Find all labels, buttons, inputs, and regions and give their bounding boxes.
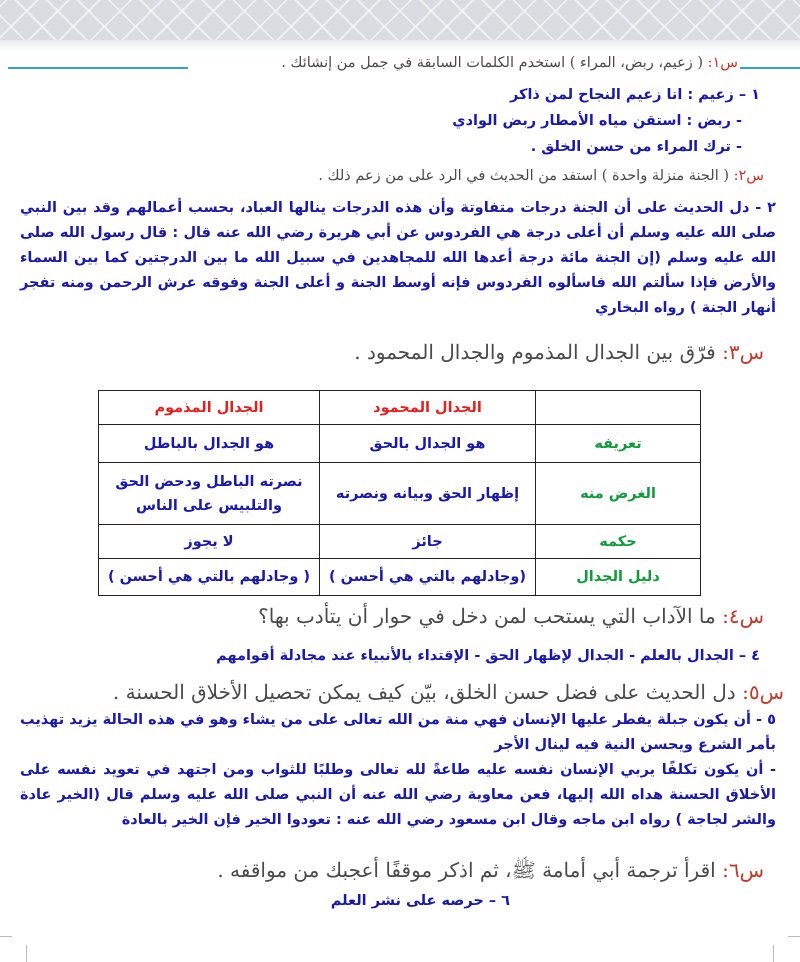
- table-row: [99, 425, 701, 463]
- question-text: دل الحديث على فضل حسن الخلق، بيّن كيف يمكن تحصيل الأخلاق الحسنة .: [112, 680, 736, 704]
- question-text: ( الجنة منزلة واحدة ) استفد من الحديث في الرد على من زعم ذلك .: [318, 168, 729, 184]
- question-number: س٤:: [722, 604, 764, 628]
- table-cell: لا يجوز: [99, 525, 320, 559]
- answer-1: [30, 82, 760, 160]
- row-label: حكمه: [536, 525, 701, 559]
- table-header-cell: [536, 391, 701, 425]
- table-cell: ( وجادلهم بالتي هي أحسن ): [99, 559, 320, 596]
- question-number: س٥:: [742, 680, 784, 704]
- table-header-row: [99, 391, 701, 425]
- question-divider-line: [740, 67, 800, 69]
- answer-line: ١ – زعيم : انا زعيم النجاح لمن ذاكر: [510, 87, 760, 103]
- crop-mark: [26, 945, 27, 962]
- question-2: [0, 168, 764, 184]
- answer-line: - ترك المراء من حسن الخلق .: [530, 139, 742, 155]
- table-header-cell: الجدال المحمود: [320, 391, 536, 425]
- table-row: [99, 559, 701, 596]
- question-6: [0, 858, 764, 887]
- question-number: س١:: [707, 55, 738, 71]
- row-label: تعريفه: [536, 425, 701, 463]
- answer-4: ٤ – الجدال بالعلم - الجدال لإظهار الحق - الإقتداء بالأنبياء عند مجادلة أقوامهم: [216, 648, 760, 664]
- table-cell: نصرته الباطل ودحض الحق والتلبيس على الناس: [99, 463, 320, 525]
- answer-paragraph: ٥ - أن يكون جبلة يفطر عليها الإنسان فهي منة من الله تعالى على من يشاء وهو في هذه الحالة يزيد تهذيب بأمر الشرع ويحسن النية فيه لينال الأجر: [20, 712, 776, 753]
- question-1: [0, 55, 738, 71]
- question-number: س٣:: [722, 340, 764, 364]
- crop-mark: [0, 936, 12, 937]
- header-band-fade: [0, 40, 800, 52]
- crop-mark: [773, 945, 774, 962]
- table-row: [99, 525, 701, 559]
- question-number: س٦:: [722, 858, 764, 882]
- table-cell: (وجادلهم بالتي هي أحسن ): [320, 559, 536, 596]
- question-3: [0, 340, 764, 364]
- table-cell: إظهار الحق وبيانه ونصرته: [320, 463, 536, 525]
- question-text: اقرأ ترجمة أبي أمامة ﷺ، ثم اذكر موقفًا أعجبك من مواقفه .: [217, 858, 716, 882]
- table-cell: هو الجدال بالباطل: [99, 425, 320, 463]
- question-text: ( زعيم، ربض، المراء ) استخدم الكلمات السابقة في جمل من إنشائك .: [281, 55, 703, 71]
- row-label: الغرض منه: [536, 463, 701, 525]
- answer-line: - ربض : استقن مياه الأمطار ربض الوادي: [452, 113, 742, 129]
- question-4: [0, 604, 764, 628]
- table-row: [99, 463, 701, 525]
- answer-paragraph: - أن يكون تكلفًا يربي الإنسان نفسه عليه طاعةً لله تعالى وطلبًا للثواب ومن اجتهد في تعويد نفسه على الأخلاق الحسنة هداه الله إليها، فعن معاوية رضي الله عنه أن النبي صلى الله عليه وسلم قال (الخير عادة والشر لجاجة ) رواه ابن ماجه وقال ابن مسعود رضي الله عنه : تعودوا الخير فإن الخير بالعادة: [20, 762, 776, 828]
- crop-mark: [788, 936, 800, 937]
- question-5: [0, 680, 784, 704]
- table-header-cell: الجدال المذموم: [99, 391, 320, 425]
- question-text: فرّق بين الجدال المذموم والجدال المحمود .: [354, 340, 716, 364]
- row-label: دليل الجدال: [536, 559, 701, 596]
- question-text: ما الآداب التي يستحب لمن دخل في حوار أن يتأدب بها؟: [258, 604, 716, 628]
- answer-2: ٢ - دل الحديث على أن الجنة درجات متفاوتة وأن هذه الدرجات ينالها العباد، بحسب أعمالهم وقد بين النبي صلى الله عليه وسلم أن أعلى درجة هي الفردوس عن أبي هريرة رضي الله عنه قال : قال رسول الله صلى الله عليه وسلم (إن الجنة مائة درجة أعدها الله للمجاهدين في سبيل الله ما بين الدرجتين كما بين السماء والأرض فإذا سألتم الله فاسألوه الفردوس فإنه أوسط الجنة و أعلى الجنة وفوقه عرش الرحمن ومنه تفجر أنهار الجنة ) رواه البخاري: [20, 200, 776, 316]
- answer-6: ٦ – حرصه على نشر العلم: [330, 893, 510, 909]
- table-cell: هو الجدال بالحق: [320, 425, 536, 463]
- comparison-table: [98, 390, 701, 596]
- table-cell: جائز: [320, 525, 536, 559]
- question-number: س٢:: [733, 168, 764, 184]
- answer-5: [20, 708, 776, 833]
